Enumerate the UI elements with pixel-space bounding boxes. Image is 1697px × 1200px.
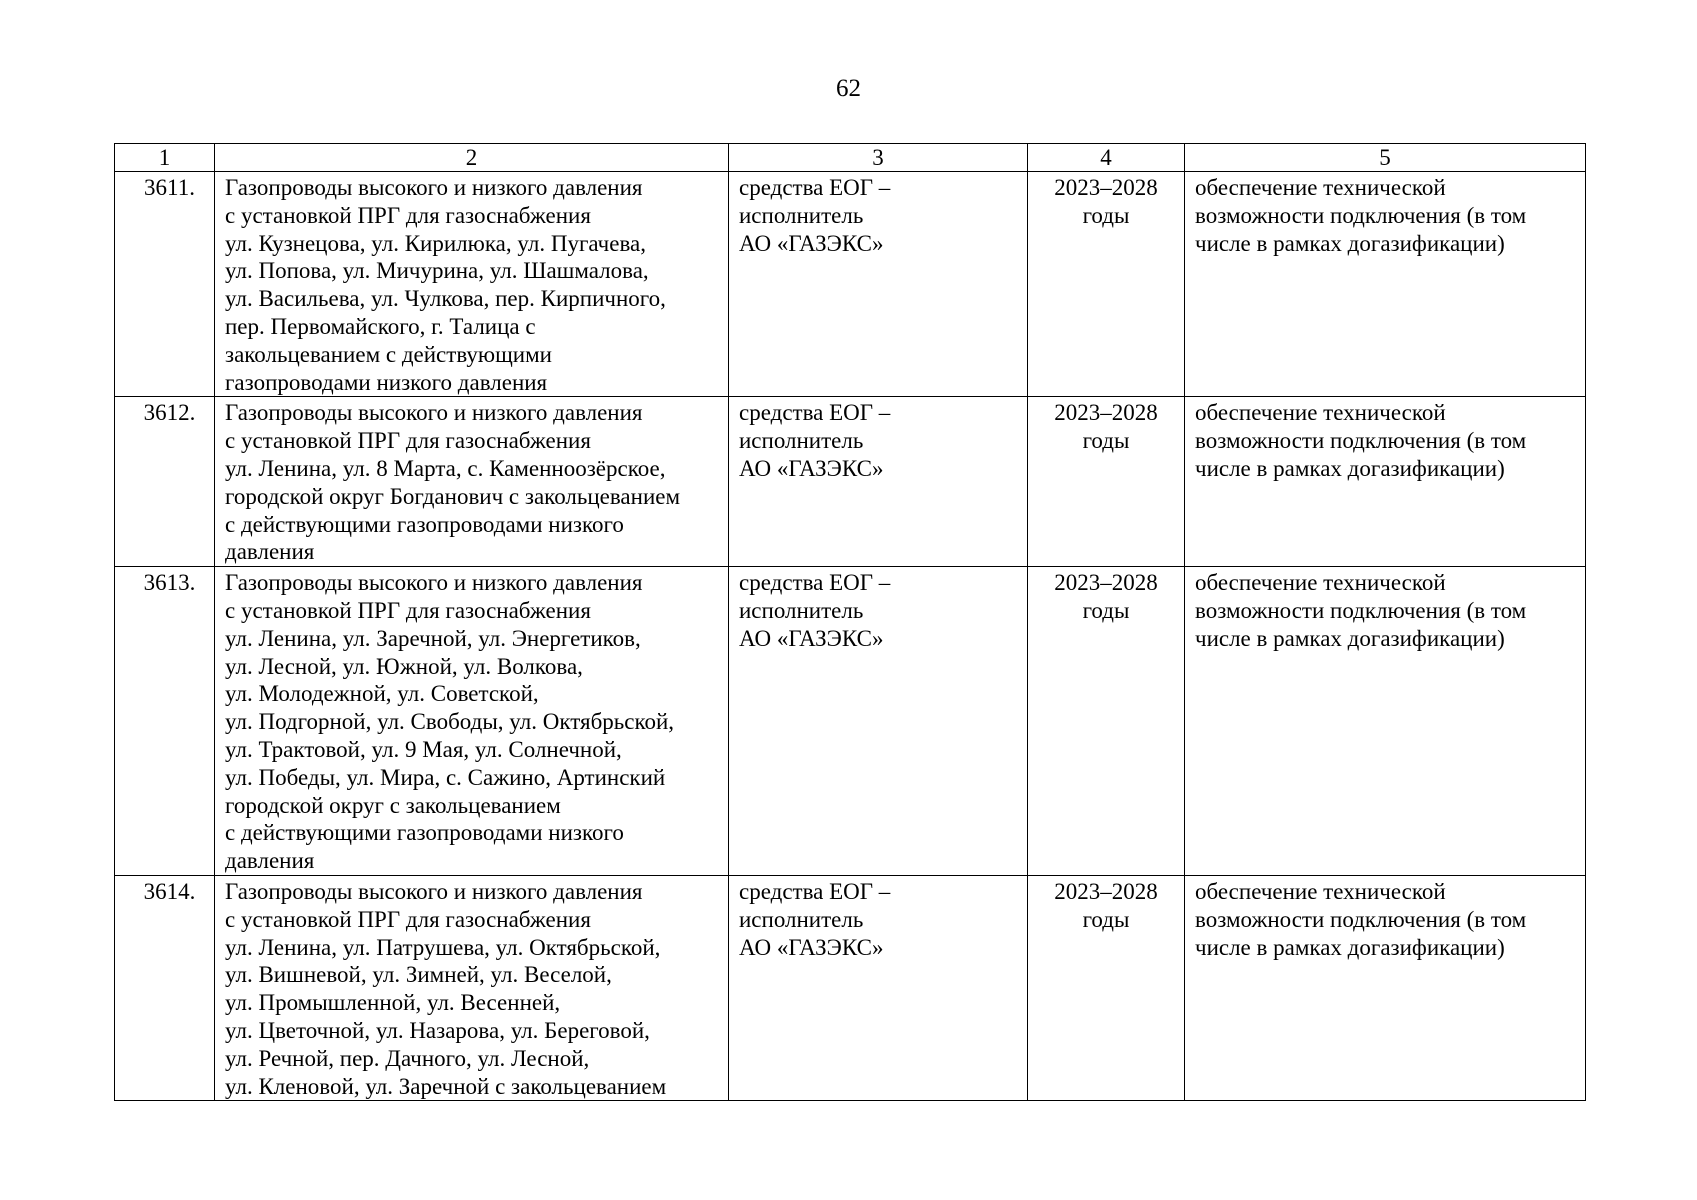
row-number-cell bbox=[115, 397, 215, 567]
description-cell bbox=[215, 172, 729, 397]
purpose-line: числе в рамках догазификации) bbox=[1195, 934, 1505, 960]
funding-source-line: АО «ГАЗЭКС» bbox=[739, 934, 884, 960]
funding-source-line: АО «ГАЗЭКС» bbox=[739, 455, 884, 481]
column-header-row bbox=[115, 144, 1586, 172]
description-line: с установкой ПРГ для газоснабжения bbox=[225, 597, 591, 623]
period-line: годы bbox=[1082, 906, 1130, 932]
period-line: 2023–2028 bbox=[1054, 400, 1158, 426]
description-line: Газопроводы высокого и низкого давления bbox=[225, 570, 643, 596]
description-line: ул. Ленина, ул. 8 Марта, с. Каменноозёрское, bbox=[225, 455, 666, 481]
description-line: закольцеванием с действующими bbox=[225, 341, 552, 367]
table-body bbox=[115, 144, 1586, 1101]
row-number-cell bbox=[115, 567, 215, 876]
table-row bbox=[115, 567, 1586, 876]
row-number-cell bbox=[115, 172, 215, 397]
description-line: ул. Победы, ул. Мира, с. Сажино, Артинский bbox=[225, 764, 666, 790]
funding-source-cell bbox=[729, 875, 1028, 1100]
purpose-line: числе в рамках догазификации) bbox=[1195, 455, 1505, 481]
period-cell bbox=[1028, 875, 1185, 1100]
funding-source-line: исполнитель bbox=[739, 428, 864, 454]
purpose-cell bbox=[1185, 397, 1586, 567]
row-number: 3613. bbox=[143, 570, 196, 596]
period-cell bbox=[1028, 397, 1185, 567]
table-row bbox=[115, 397, 1586, 567]
period-cell bbox=[1028, 172, 1185, 397]
funding-source-line: средства ЕОГ – bbox=[739, 878, 891, 904]
table-row bbox=[115, 875, 1586, 1100]
description-line: газопроводами низкого давления bbox=[225, 369, 548, 395]
description-line: ул. Промышленной, ул. Весенней, bbox=[225, 990, 561, 1016]
column-header-4: 4 bbox=[1028, 144, 1185, 172]
funding-source-cell bbox=[729, 397, 1028, 567]
description-line: с установкой ПРГ для газоснабжения bbox=[225, 428, 591, 454]
description-line: ул. Васильева, ул. Чулкова, пер. Кирпичного, bbox=[225, 286, 666, 312]
description-line: пер. Первомайского, г. Талица с bbox=[225, 313, 536, 339]
table-row bbox=[115, 172, 1586, 397]
purpose-line: возможности подключения (в том bbox=[1195, 906, 1527, 932]
description-line: с действующими газопроводами низкого bbox=[225, 511, 624, 537]
description-line: с установкой ПРГ для газоснабжения bbox=[225, 906, 591, 932]
description-line: с установкой ПРГ для газоснабжения bbox=[225, 202, 591, 228]
purpose-line: возможности подключения (в том bbox=[1195, 428, 1527, 454]
purpose-line: числе в рамках догазификации) bbox=[1195, 625, 1505, 651]
row-number: 3612. bbox=[143, 400, 196, 426]
column-header-3: 3 bbox=[729, 144, 1028, 172]
purpose-cell bbox=[1185, 567, 1586, 876]
column-header-5: 5 bbox=[1185, 144, 1586, 172]
funding-source-line: исполнитель bbox=[739, 597, 864, 623]
description-line: ул. Цветочной, ул. Назарова, ул. Береговой, bbox=[225, 1017, 650, 1043]
purpose-line: числе в рамках догазификации) bbox=[1195, 230, 1505, 256]
column-header-2: 2 bbox=[215, 144, 729, 172]
funding-source-line: средства ЕОГ – bbox=[739, 570, 891, 596]
description-cell bbox=[215, 567, 729, 876]
description-line: ул. Кузнецова, ул. Кирилюка, ул. Пугачева, bbox=[225, 230, 646, 256]
description-line: городской округ с закольцеванием bbox=[225, 792, 561, 818]
funding-source-line: АО «ГАЗЭКС» bbox=[739, 625, 884, 651]
description-line: Газопроводы высокого и низкого давления bbox=[225, 175, 643, 200]
period-line: 2023–2028 bbox=[1054, 878, 1158, 904]
period-cell bbox=[1028, 567, 1185, 876]
description-line: ул. Молодежной, ул. Советской, bbox=[225, 681, 539, 707]
description-line: ул. Лесной, ул. Южной, ул. Волкова, bbox=[225, 653, 583, 679]
page-number: 62 bbox=[836, 75, 861, 102]
purpose-line: обеспечение технической bbox=[1195, 175, 1446, 200]
purpose-line: возможности подключения (в том bbox=[1195, 597, 1527, 623]
description-cell bbox=[215, 875, 729, 1100]
purpose-line: возможности подключения (в том bbox=[1195, 202, 1527, 228]
description-line: ул. Попова, ул. Мичурина, ул. Шашмалова, bbox=[225, 258, 649, 284]
funding-source-line: средства ЕОГ – bbox=[739, 400, 891, 426]
funding-source-line: исполнитель bbox=[739, 202, 864, 228]
description-line: Газопроводы высокого и низкого давления bbox=[225, 878, 643, 904]
plan-table bbox=[114, 143, 1586, 1101]
purpose-line: обеспечение технической bbox=[1195, 878, 1446, 904]
funding-source-line: АО «ГАЗЭКС» bbox=[739, 230, 884, 256]
description-cell bbox=[215, 397, 729, 567]
description-line: ул. Речной, пер. Дачного, ул. Лесной, bbox=[225, 1045, 590, 1071]
row-number-cell bbox=[115, 875, 215, 1100]
purpose-line: обеспечение технической bbox=[1195, 400, 1446, 426]
description-line: ул. Вишневой, ул. Зимней, ул. Веселой, bbox=[225, 962, 612, 988]
period-line: годы bbox=[1082, 428, 1130, 454]
period-line: 2023–2028 bbox=[1054, 175, 1158, 200]
purpose-line: обеспечение технической bbox=[1195, 570, 1446, 596]
description-line: с действующими газопроводами низкого bbox=[225, 820, 624, 846]
row-number: 3614. bbox=[143, 878, 196, 904]
description-line: ул. Ленина, ул. Патрушева, ул. Октябрьской, bbox=[225, 934, 661, 960]
purpose-cell bbox=[1185, 172, 1586, 397]
funding-source-line: исполнитель bbox=[739, 906, 864, 932]
row-number: 3611. bbox=[144, 175, 195, 200]
column-header-1: 1 bbox=[115, 144, 215, 172]
description-line: городской округ Богданович с закольцеванием bbox=[225, 483, 681, 509]
funding-source-cell bbox=[729, 567, 1028, 876]
funding-source-cell bbox=[729, 172, 1028, 397]
description-line: давления bbox=[225, 848, 315, 874]
description-line: ул. Ленина, ул. Заречной, ул. Энергетиков, bbox=[225, 625, 641, 651]
purpose-cell bbox=[1185, 875, 1586, 1100]
description-line: ул. Кленовой, ул. Заречной с закольцеванием bbox=[225, 1073, 667, 1099]
description-line: ул. Трактовой, ул. 9 Мая, ул. Солнечной, bbox=[225, 736, 622, 762]
period-line: 2023–2028 bbox=[1054, 570, 1158, 596]
description-line: давления bbox=[225, 539, 315, 565]
funding-source-line: средства ЕОГ – bbox=[739, 175, 891, 200]
description-line: ул. Подгорной, ул. Свободы, ул. Октябрьской, bbox=[225, 709, 675, 735]
description-line: Газопроводы высокого и низкого давления bbox=[225, 400, 643, 426]
period-line: годы bbox=[1082, 202, 1130, 228]
period-line: годы bbox=[1082, 597, 1130, 623]
